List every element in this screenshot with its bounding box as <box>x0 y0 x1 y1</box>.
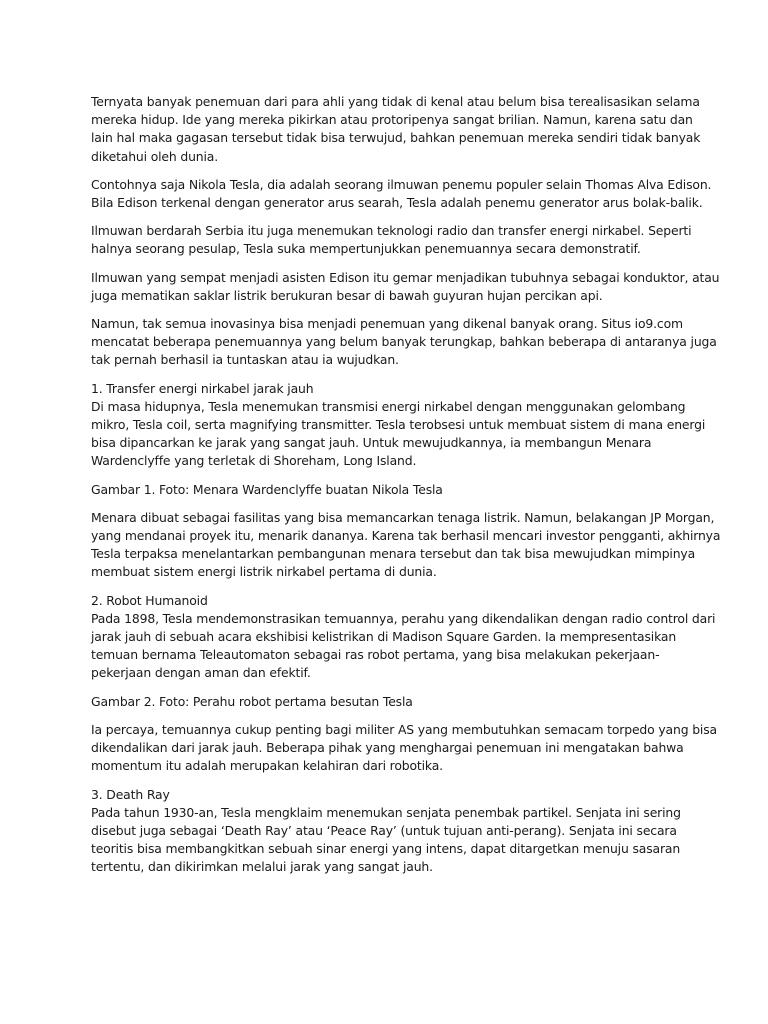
text-line: momentum itu adalah merupakan kelahiran dari robotika. <box>91 758 443 774</box>
text-line: teoritis bisa membangkitkan sebuah sinar energi yang intens, dapat ditargetkan menuju sasaran <box>91 841 681 857</box>
text-line: juga mematikan saklar listrik berukuran besar di bawah guyuran hujan percikan api. <box>91 287 603 303</box>
text-line: mencatat beberapa penemuannya yang belum banyak terungkap, bahkan beberapa di antaranya juga <box>91 334 717 350</box>
paragraph <box>91 269 720 305</box>
text-line: Bila Edison terkenal dengan generator arus searah, Tesla adalah penemu generator arus bolak-balik. <box>91 195 703 211</box>
text-line: mikro, Tesla coil, serta magnifying transmitter. Tesla terobsesi untuk membuat sistem di mana energi <box>91 417 706 433</box>
text-line: Menara dibuat sebagai fasilitas yang bisa memancarkan tenaga listrik. Namun, belakangan JP Morgan, <box>91 509 715 525</box>
paragraph <box>91 93 701 166</box>
section-heading: 2. Robot Humanoid <box>91 592 208 608</box>
text-line: yang mendanai proyek itu, menarik dananya. Karena tak berhasil mencari investor pengganti, akhirnya <box>91 528 721 544</box>
section-paragraph <box>91 380 706 471</box>
figure-caption <box>91 481 691 499</box>
text-line: bisa dipancarkan ke jarak yang sangat jauh. Untuk mewujudkannya, ia membangun Menara <box>91 435 652 451</box>
text-line: Ilmuwan yang sempat menjadi asisten Edison itu gemar menjadikan tubuhnya sebagai konduktor, atau <box>91 269 720 285</box>
document-page <box>91 93 721 887</box>
caption-line: Gambar 1. Foto: Menara Wardenclyffe buatan Nikola Tesla <box>91 481 443 497</box>
text-line: Di masa hidupnya, Tesla menemukan transmisi energi nirkabel dengan menggunakan gelombang <box>91 398 686 414</box>
section-paragraph <box>91 786 691 877</box>
text-line: pekerjaan dengan aman dan efektif. <box>91 665 311 681</box>
paragraph <box>91 315 717 370</box>
caption-line: Gambar 2. Foto: Perahu robot pertama besutan Tesla <box>91 693 413 709</box>
text-line: Wardenclyffe yang terletak di Shoreham, Long Island. <box>91 453 417 469</box>
paragraph <box>91 222 691 258</box>
text-line: Tesla terpaksa menelantarkan pembangunan menara tersebut dan tak bisa mewujudkan mimpinya <box>91 546 696 562</box>
text-line: Ilmuwan berdarah Serbia itu juga menemukan teknologi radio dan transfer energi nirkabel. Seperti <box>91 223 692 239</box>
text-line: Ia percaya, temuannya cukup penting bagi militer AS yang membutuhkan semacam torpedo yang bisa <box>91 721 717 737</box>
section-heading: 3. Death Ray <box>91 786 170 802</box>
text-line: Contohnya saja Nikola Tesla, dia adalah seorang ilmuwan penemu populer selain Thomas Alva Edison. <box>91 176 712 192</box>
text-line: Ternyata banyak penemuan dari para ahli yang tidak di kenal atau belum bisa terealisasikan selama <box>91 94 700 109</box>
text-line: membuat sistem energi listrik nirkabel pertama di dunia. <box>91 564 437 580</box>
text-line: diketahui oleh dunia. <box>91 148 219 164</box>
text-line: disebut juga sebagai ‘Death Ray’ atau ‘Peace Ray’ (untuk tujuan anti-perang). Senjata ini secara <box>91 822 677 838</box>
text-line: Namun, tak semua inovasinya bisa menjadi penemuan yang dikenal banyak orang. Situs io9.com <box>91 316 683 332</box>
section-heading: 1. Transfer energi nirkabel jarak jauh <box>91 380 314 396</box>
text-line: mereka hidup. Ide yang mereka pikirkan atau protoripenya sangat brilian. Namun, karena satu dan <box>91 112 693 128</box>
text-line: tertentu, dan dikirimkan melalui jarak yang sangat jauh. <box>91 859 433 875</box>
text-line: Pada tahun 1930-an, Tesla mengklaim menemukan senjata penembak partikel. Senjata ini sering <box>91 804 681 820</box>
text-line: temuan bernama Teleautomaton sebagai ras robot pertama, yang bisa melakukan pekerjaan- <box>91 647 660 663</box>
text-line: Pada 1898, Tesla mendemonstrasikan temuannya, perahu yang dikendalikan dengan radio control dari <box>91 610 716 626</box>
text-line: halnya seorang pesulap, Tesla suka mempertunjukkan penemuannya secara demonstratif. <box>91 241 641 257</box>
figure-caption <box>91 693 691 711</box>
paragraph <box>91 509 721 582</box>
text-line: lain hal maka gagasan tersebut tidak bisa terwujud, bahkan penemuan mereka sendiri tidak banyak <box>91 130 701 146</box>
text-line: tak pernah berhasil ia tuntaskan atau ia wujudkan. <box>91 352 399 368</box>
paragraph <box>91 721 717 776</box>
text-line: jarak jauh di sebuah acara ekshibisi kelistrikan di Madison Square Garden. Ia mempresentasikan <box>91 629 677 645</box>
section-paragraph <box>91 592 716 683</box>
paragraph <box>91 176 712 212</box>
text-line: dikendalikan dari jarak jauh. Beberapa pihak yang menghargai penemuan ini mengatakan bahwa <box>91 740 684 756</box>
